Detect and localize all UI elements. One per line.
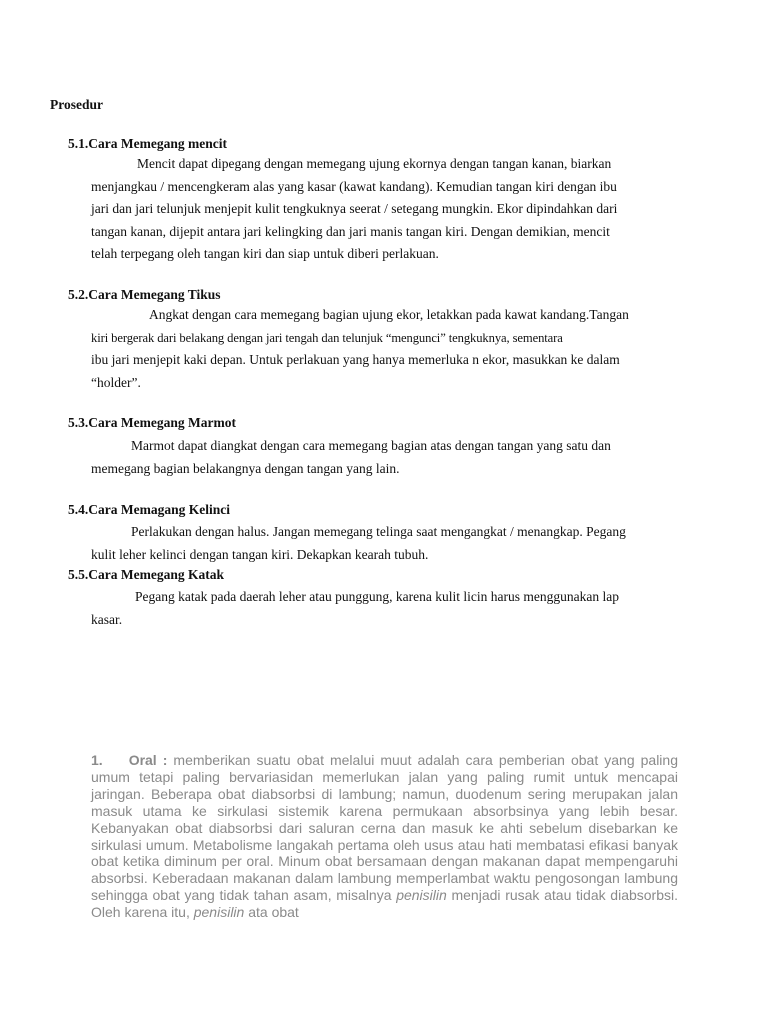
oral-text: menjadi rusak atau tidak diabsorbsi. Oleh karena itu, <box>91 887 679 921</box>
paragraph-line: Perlakukan dengan halus. Jangan memegang telinga saat mengangkat / menangkap. Pegang <box>131 524 626 539</box>
paragraph-line: jari dan jari telunjuk menjepit kulit tengkuknya seerat / setegang mungkin. Ekor dipindahkan dari <box>91 201 618 216</box>
paragraph-line: kiri bergerak dari belakang dengan jari tengah dan telunjuk “mengunci” tengkuknya, sementara <box>91 330 563 345</box>
section-body-tikus <box>91 304 691 394</box>
section-body-marmot <box>91 435 691 480</box>
oral-text: ata obat <box>244 904 299 921</box>
section-title-kelinci: 5.4.Cara Memagang Kelinci <box>68 502 230 517</box>
paragraph-line: Marmot dapat diangkat dengan cara memegang bagian atas dengan tangan yang satu dan <box>131 438 611 453</box>
paragraph-line: kasar. <box>91 611 123 627</box>
paragraph-line: menjangkau / mencengkeram alas yang kasar (kawat kandang). Kemudian tangan kiri dengan ibu <box>91 178 617 194</box>
page-title: Prosedur <box>50 97 103 112</box>
paragraph-line: ibu jari menjepit kaki depan. Untuk perlakuan yang hanya memerluka n ekor, masukkan ke dalam <box>91 352 620 367</box>
oral-paragraph <box>91 752 678 921</box>
section-body-mencit <box>91 153 691 266</box>
section-body-kelinci <box>91 521 691 566</box>
section-body-katak <box>91 586 691 631</box>
oral-label: Oral : <box>128 752 168 768</box>
section-title-katak: 5.5.Cara Memegang Katak <box>68 567 224 582</box>
italic-term: penisilin <box>193 904 245 921</box>
oral-text: memberikan suatu obat melalui muut adalah cara pemberian obat yang paling umum tetapi paling bervariasidan memerlukan jalan yang paling rumit untuk mencapai jaringan. Beberapa obat diabsorbsi di lambung; namun, duodenum sering merupakan jalan masuk utama ke sirkulasi sistemik karena permukaan absorbsinya yang lebih besar. Kebanyakan obat diabsorbsi dari saluran cerna dan masuk ke ahti sebelum disebarkan ke sirkulasi umum. Metabolisme langakah pertama oleh usus atau hati membatasi efikasi banyak obat ketika diminum per oral. Minum obat bersamaan dengan makanan dapat mempengaruhi absorbsi. Keberadaan makanan dalam lambung memperlambat waktu pengosongan lambung sehingga obat yang tidak tahan asam, misalnya <box>91 752 678 904</box>
italic-term: penisilin <box>396 887 447 904</box>
paragraph-line: Pegang katak pada daerah leher atau punggung, karena kulit licin harus menggunakan lap <box>135 589 619 604</box>
paragraph-line: “holder”. <box>91 374 141 390</box>
paragraph-line: Mencit dapat dipegang dengan memegang ujung ekornya dengan tangan kanan, biarkan <box>137 156 612 171</box>
paragraph-line: Angkat dengan cara memegang bagian ujung ekor, letakkan pada kawat kandang.Tangan <box>149 307 629 322</box>
paragraph-line: memegang bagian belakangnya dengan tangan yang lain. <box>91 460 400 476</box>
section-title-tikus: 5.2.Cara Memegang Tikus <box>68 287 221 302</box>
section-title-mencit: 5.1.Cara Memegang mencit <box>68 136 227 151</box>
section-title-marmot: 5.3.Cara Memegang Marmot <box>68 415 236 430</box>
list-number: 1. <box>91 752 103 768</box>
paragraph-line: tangan kanan, dijepit antara jari kelingking dan jari manis tangan kiri. Dengan demikian, mencit <box>91 223 610 239</box>
paragraph-line: kulit leher kelinci dengan tangan kiri. Dekapkan kearah tubuh. <box>91 546 429 562</box>
paragraph-line: telah terpegang oleh tangan kiri dan siap untuk diberi perlakuan. <box>91 246 439 261</box>
